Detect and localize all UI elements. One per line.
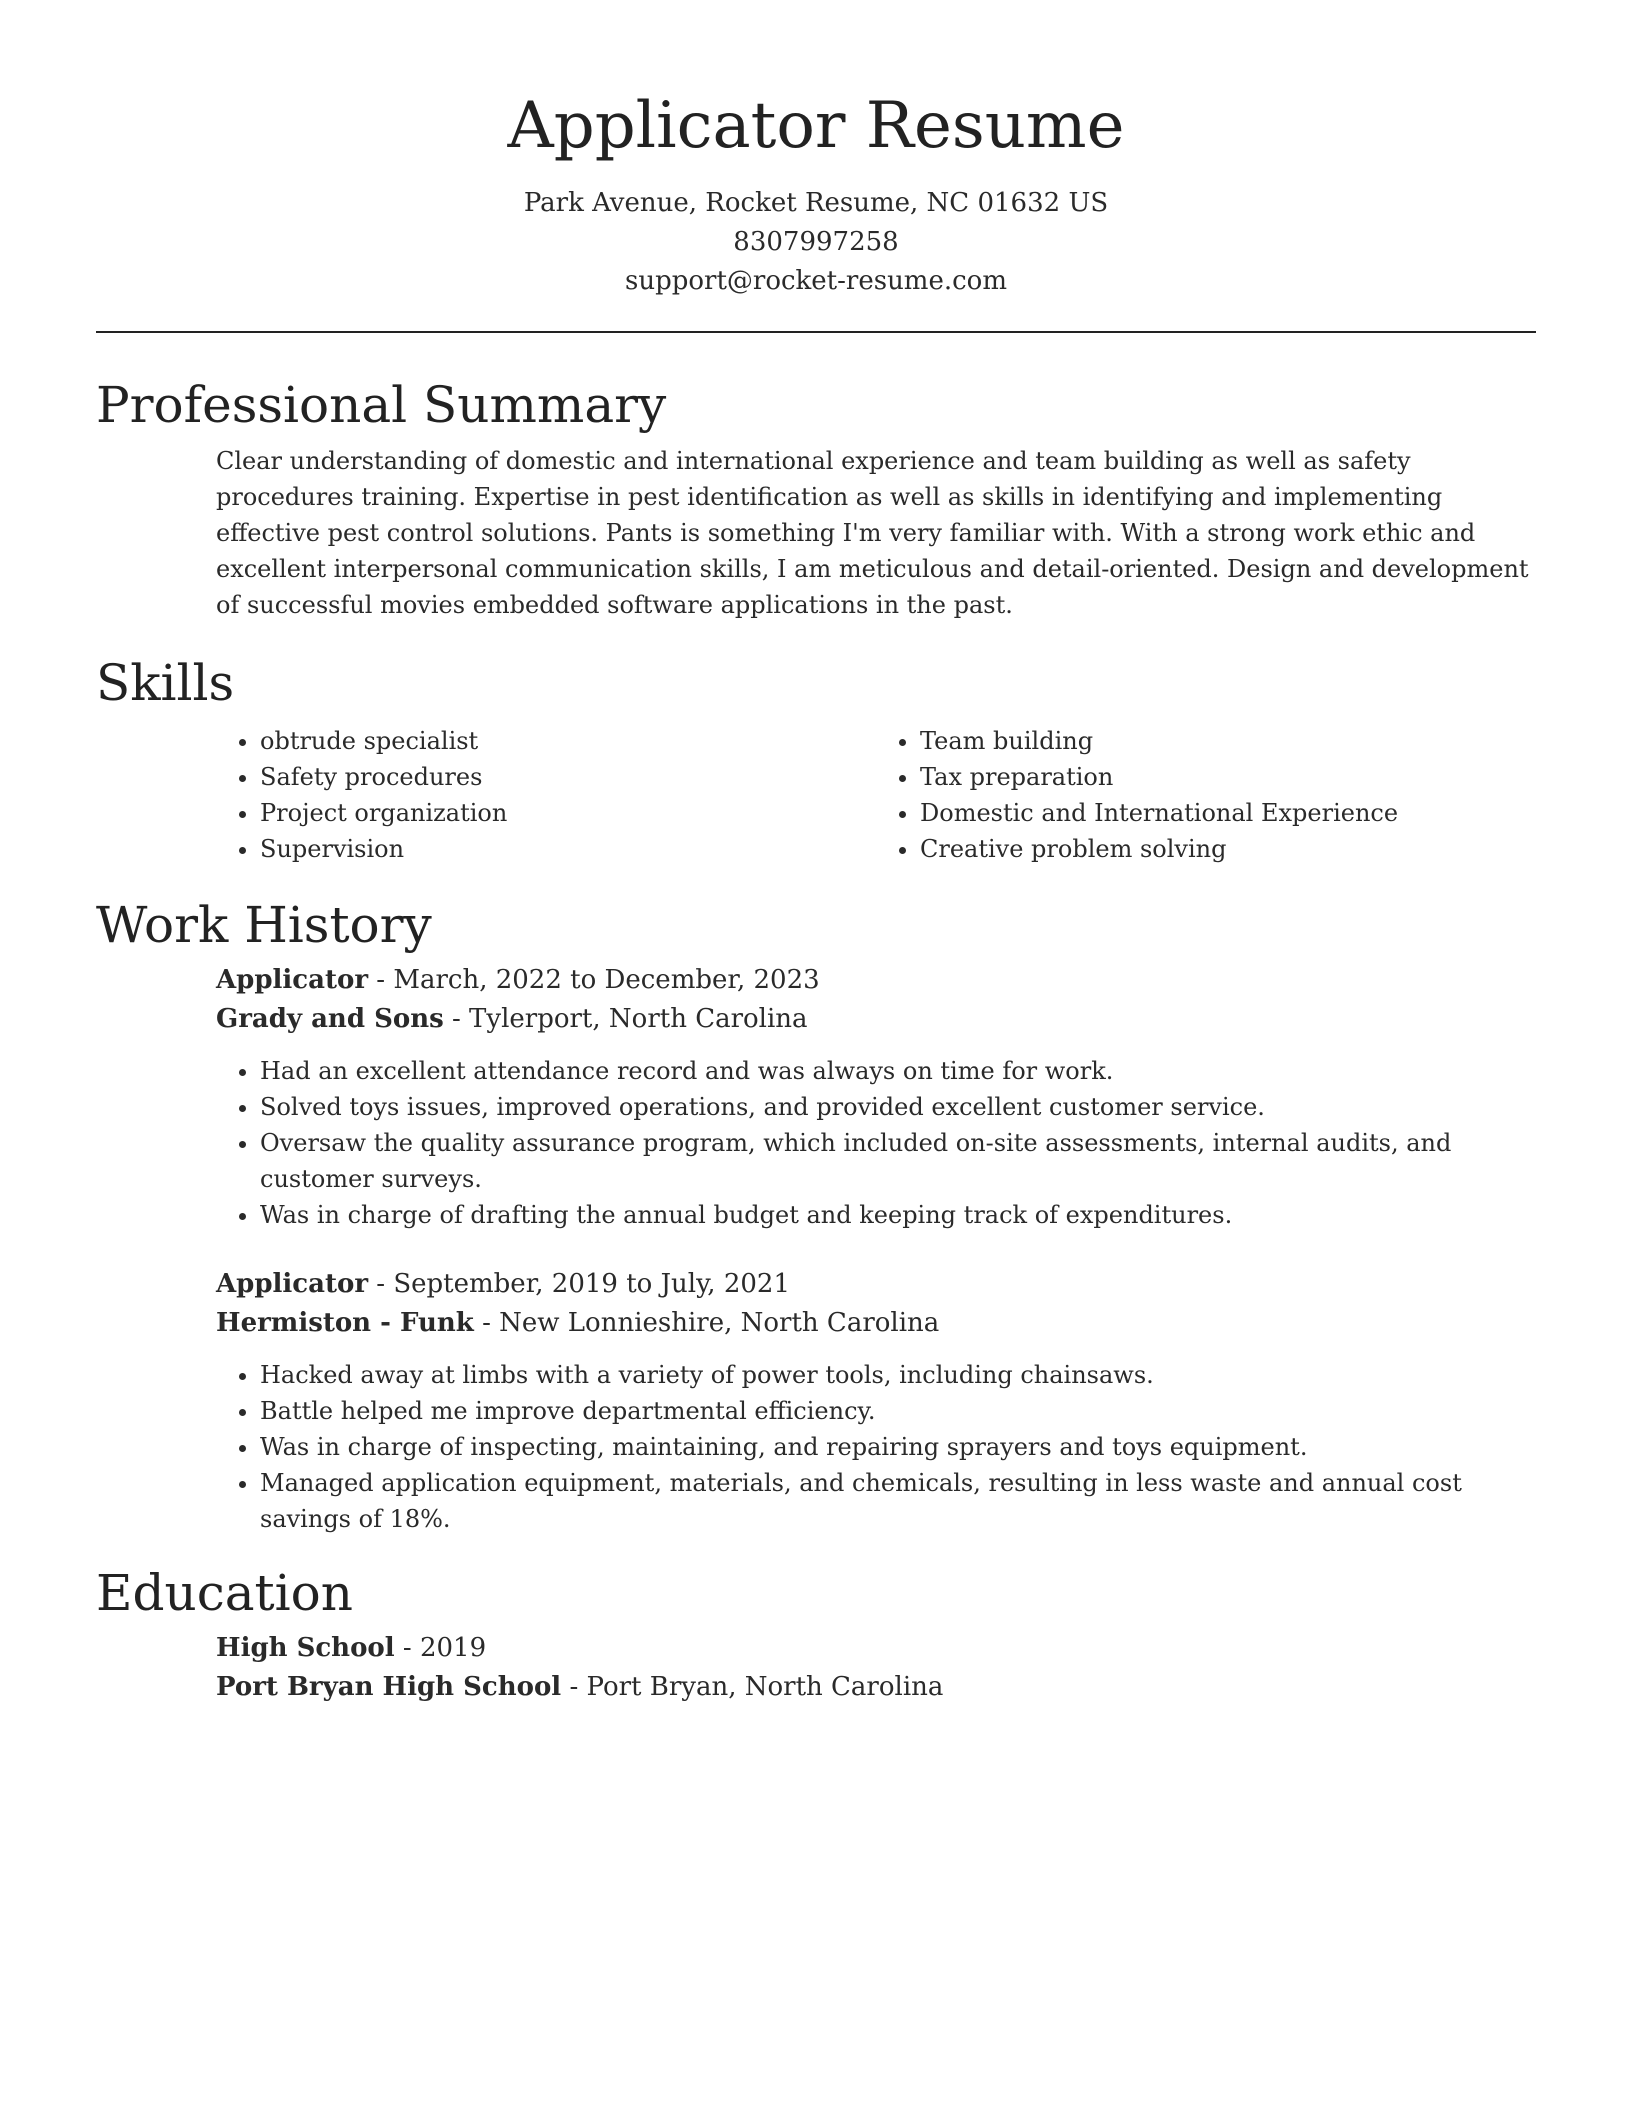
summary-text: Clear understanding of domestic and international experience and team building as well as safety procedures training. Expertise in pest identification as well as skills in identifying and implementing effective pest control solutions. Pants is something I'm very familiar with. With a strong work ethic and excellent interpersonal communication skills, I am meticulous and detail-oriented. Design and development of successful movies embedded software applications in the past. [216,447,1529,619]
skills-heading: Skills [96,654,235,712]
education-degree: High School [216,1633,395,1663]
email: support@rocket-resume.com [624,266,1007,296]
job-company-line [216,1304,1536,1343]
job-bullet: • Was in charge of drafting the annual budget and keeping track of expenditures. [260,1197,1536,1233]
job-role: Applicator [216,1269,369,1299]
resume-header [96,0,1536,301]
contact-info [96,184,1536,301]
education-year: - 2019 [394,1633,487,1663]
skills-column-right [876,723,1536,867]
skill-item: • Tax preparation [920,759,1536,795]
summary-heading: Professional Summary [96,376,667,434]
work-history-heading: Work History [96,896,432,954]
education-heading: Education [96,1564,353,1622]
job-bullet: • Had an excellent attendance record and was always on time for work. [260,1053,1536,1089]
education-section [96,1561,1536,1707]
job-entry [216,1265,1536,1537]
education-entry [216,1629,1536,1707]
job-bullets [216,1357,1536,1537]
skill-item: • Safety procedures [260,759,876,795]
job-company-line [216,1000,1536,1039]
skill-item: • Team building [920,723,1536,759]
job-bullet: • Oversaw the quality assurance program, which included on-site assessments, internal audits, and customer surveys. [260,1125,1536,1197]
education-school: Port Bryan High School [216,1672,562,1702]
education-school-line [216,1668,1536,1707]
job-entry [216,961,1536,1233]
job-role-line [216,961,1536,1000]
summary-section [96,373,1536,623]
job-location: - New Lonnieshire, North Carolina [473,1308,940,1338]
job-dates: - March, 2022 to December, 2023 [368,965,820,995]
address: Park Avenue, Rocket Resume, NC 01632 US [523,188,1109,218]
education-location: - Port Bryan, North Carolina [561,1672,944,1702]
skill-item: • Domestic and International Experience [920,795,1536,831]
job-role-line [216,1265,1536,1304]
job-bullet: • Solved toys issues, improved operations, and provided excellent customer service. [260,1089,1536,1125]
skill-item: • obtrude specialist [260,723,876,759]
job-company: Hermiston - Funk [216,1308,474,1338]
skills-section [96,651,1536,867]
job-bullet: • Hacked away at limbs with a variety of power tools, including chainsaws. [260,1357,1536,1393]
phone: 8307997258 [733,227,899,257]
job-bullet: • Was in charge of inspecting, maintaining, and repairing sprayers and toys equipment. [260,1429,1536,1465]
job-role: Applicator [216,965,369,995]
skills-column-left [216,723,876,867]
skill-item: • Project organization [260,795,876,831]
job-bullets [216,1053,1536,1233]
work-history-section [96,893,1536,1537]
job-location: - Tylerport, North Carolina [443,1004,808,1034]
header-divider [96,331,1536,333]
skill-item: • Creative problem solving [920,831,1536,867]
job-bullet: • Managed application equipment, materials, and chemicals, resulting in less waste and annual cost savings of 18%. [260,1465,1536,1537]
job-dates: - September, 2019 to July, 2021 [368,1269,791,1299]
skill-item: • Supervision [260,831,876,867]
resume-page [96,0,1536,1707]
job-bullet: • Battle helped me improve departmental efficiency. [260,1393,1536,1429]
education-degree-line [216,1629,1536,1668]
resume-title: Applicator Resume [507,89,1125,163]
skills-grid [216,723,1536,867]
job-company: Grady and Sons [216,1004,444,1034]
